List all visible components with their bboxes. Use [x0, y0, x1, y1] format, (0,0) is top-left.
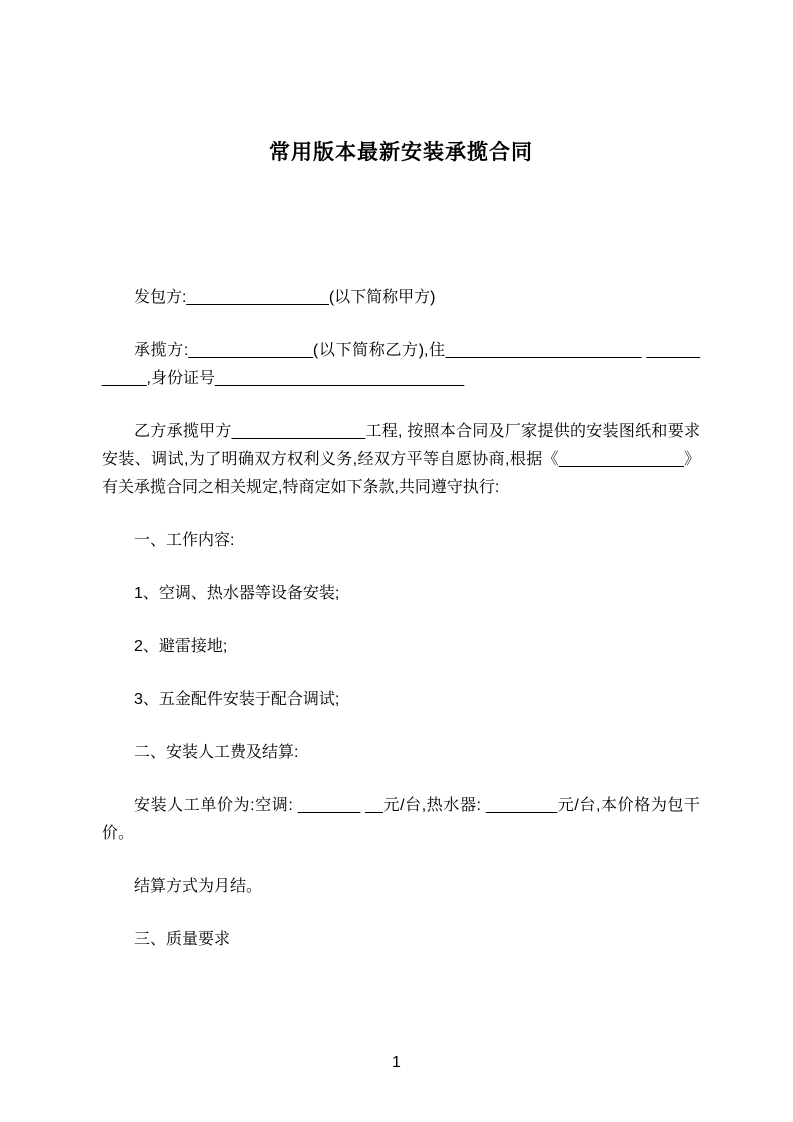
- contract-paragraph: 3、五金配件安装于配合调试;: [134, 691, 340, 708]
- contract-paragraph: 安装人工单价为:空调: _______ __元/台,热水器: ________元/台,本价格为包干价。: [102, 797, 700, 842]
- contract-paragraph: 二、安装人工费及结算:: [134, 744, 299, 761]
- contract-paragraph: 2、避雷接地;: [134, 638, 228, 655]
- page-number: 1: [392, 1054, 401, 1071]
- contract-paragraph: 发包方:________________(以下简称甲方): [134, 289, 436, 306]
- contract-paragraph: 结算方式为月结。: [134, 878, 263, 895]
- document-title: 常用版本最新安装承揽合同: [269, 141, 533, 164]
- contract-paragraph: 乙方承揽甲方_______________工程, 按照本合同及厂家提供的安装图纸和要求安装、调试,为了明确双方权利义务,经双方平等自愿协商,根据《______________》有关承揽合同之相关规定,特商定如下条款,共同遵守执行:: [102, 423, 700, 496]
- contract-paragraph: 承揽方:______________(以下简称乙方),住______________________ ___________,身份证号____________________________: [102, 342, 700, 387]
- contract-paragraph: 三、质量要求: [134, 931, 231, 948]
- contract-paragraph: 1、空调、热水器等设备安装;: [134, 585, 340, 602]
- contract-paragraph: 一、工作内容:: [134, 532, 235, 549]
- contract-body: [102, 284, 700, 954]
